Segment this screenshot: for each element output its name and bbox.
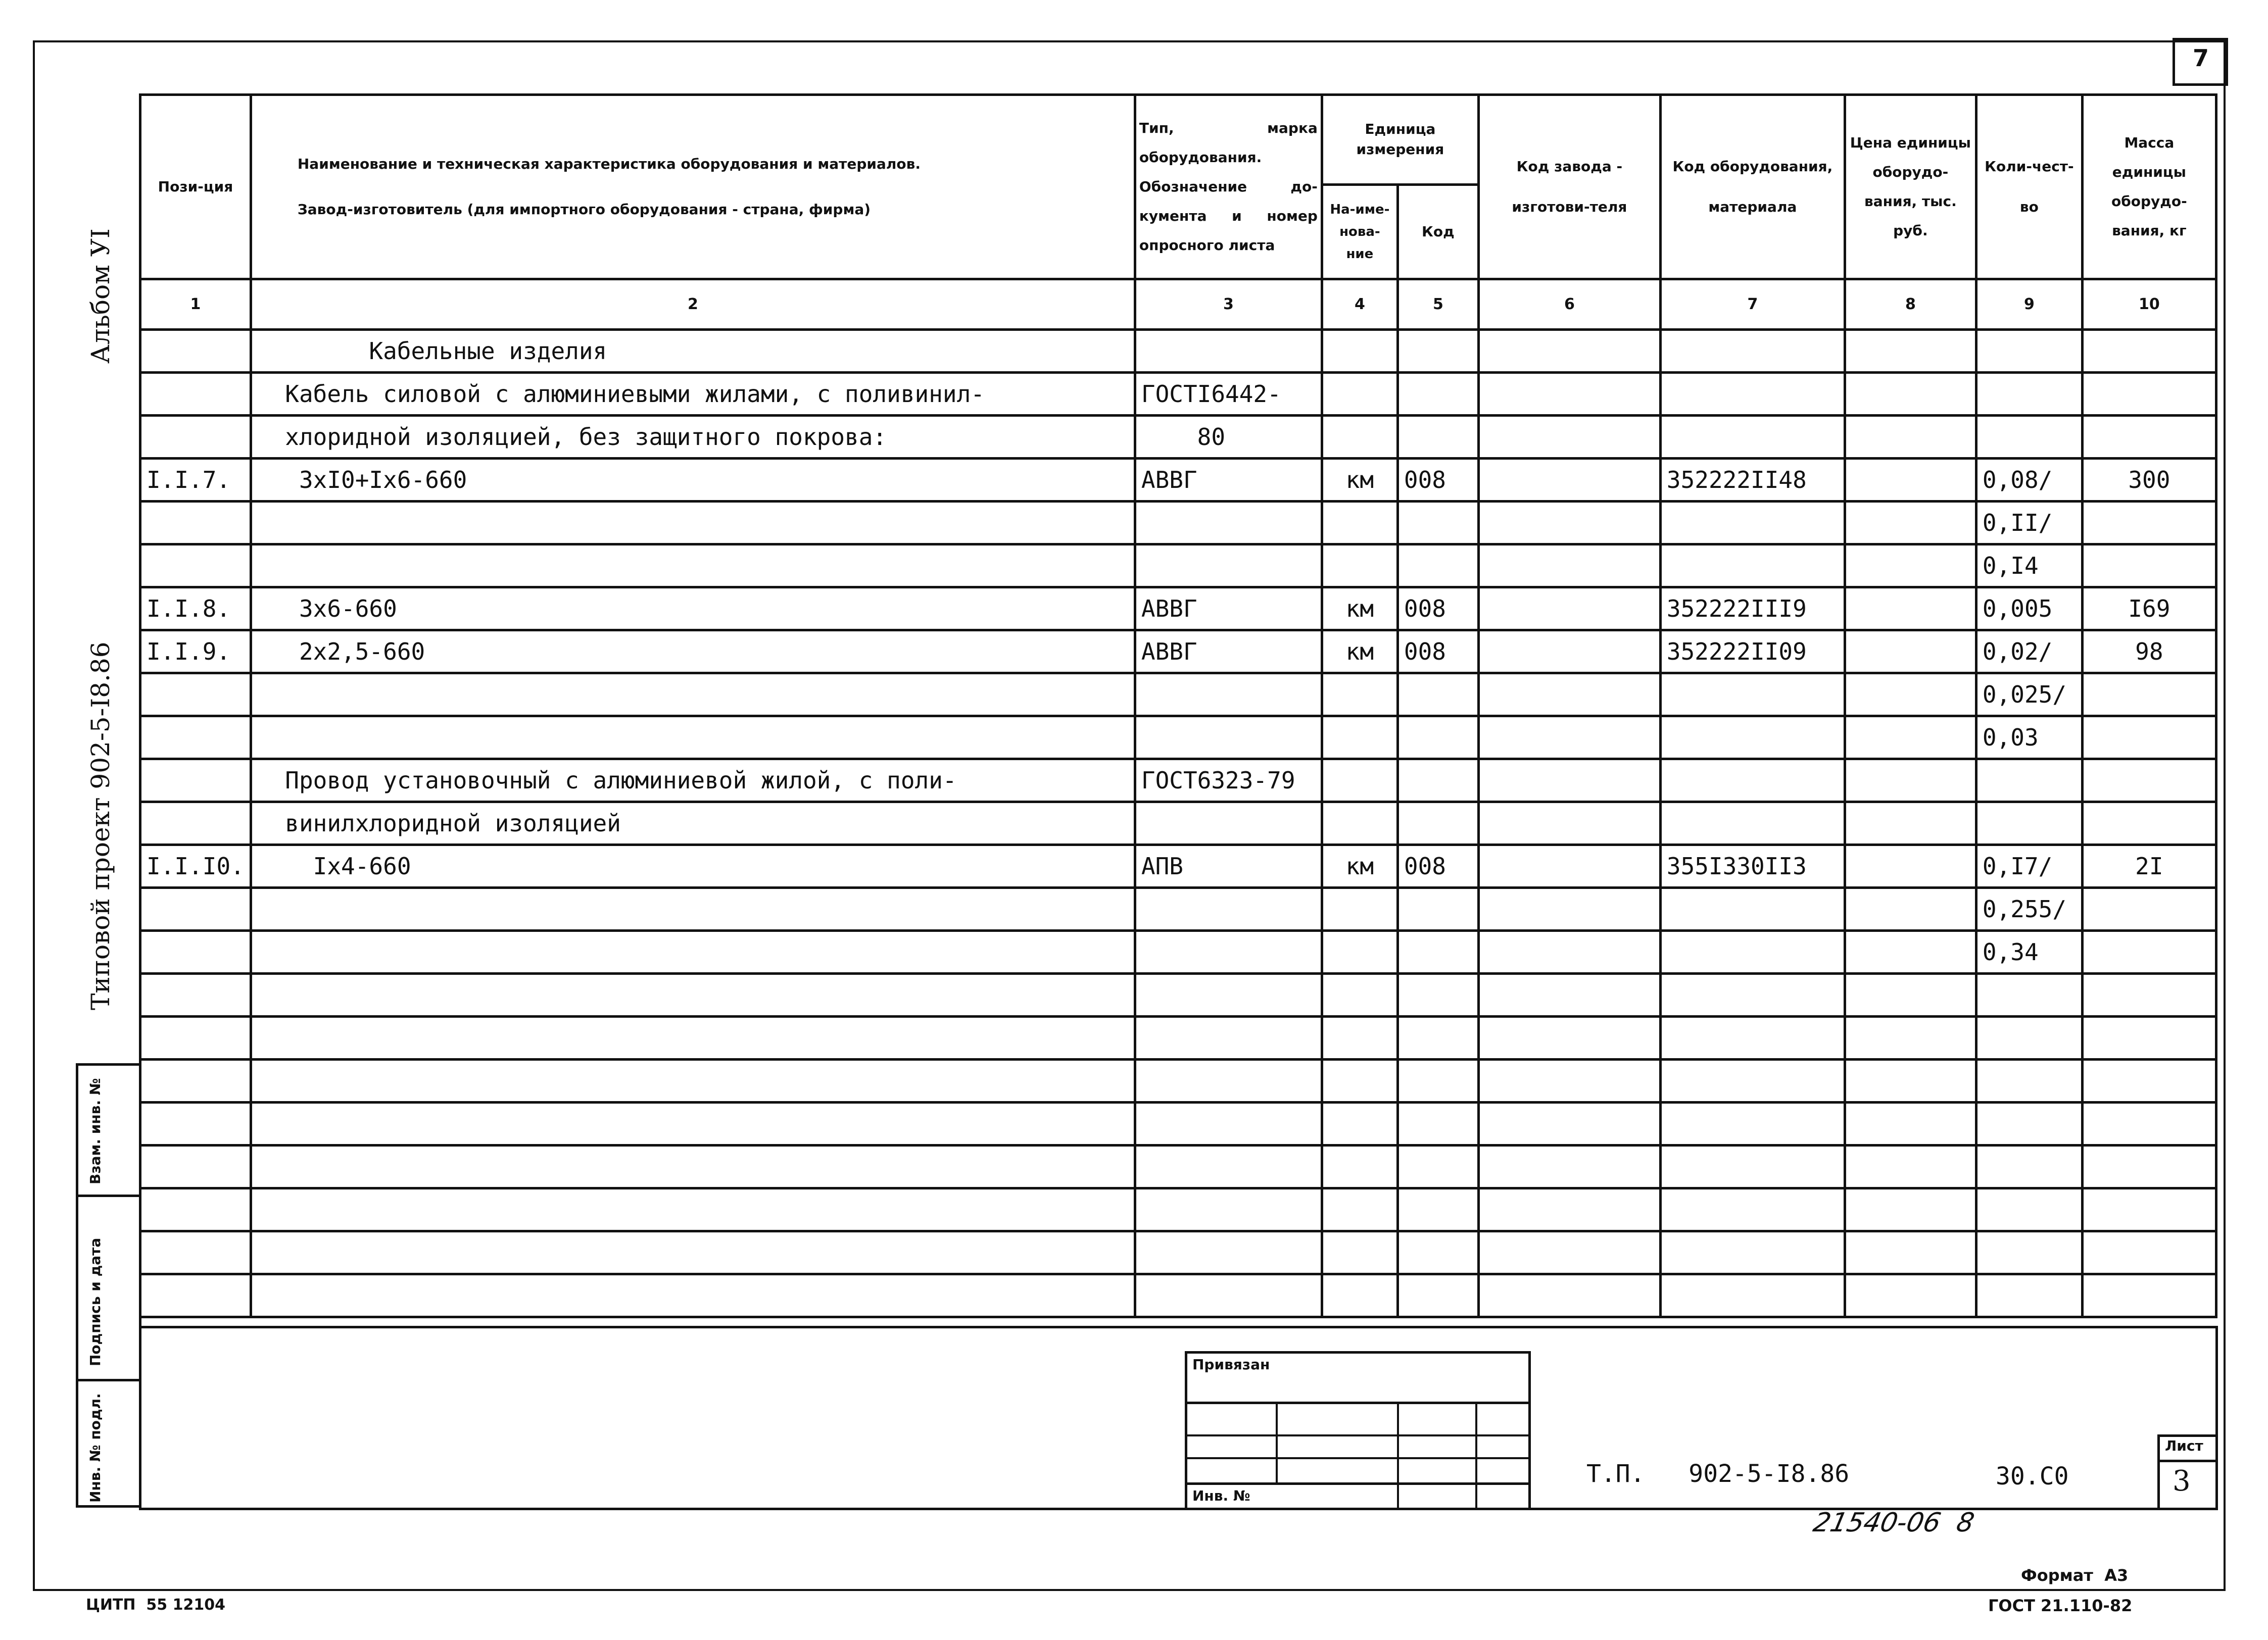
cell-price <box>1845 888 1976 931</box>
cell-position <box>140 1188 251 1231</box>
footer-format: Формат А3 <box>2021 1566 2129 1585</box>
cell-unit-code <box>1397 544 1478 587</box>
cell-quantity <box>1976 373 2082 416</box>
cell-quantity <box>1976 759 2082 802</box>
cell-plant-code <box>1478 845 1660 888</box>
cell-material-code <box>1660 1188 1845 1231</box>
cell-plant-code <box>1478 931 1660 974</box>
cell-position <box>140 1146 251 1188</box>
cell-quantity <box>1976 416 2082 459</box>
cell-plant-code <box>1478 716 1660 759</box>
cell-mass <box>2082 931 2216 974</box>
cell-unit-code <box>1397 502 1478 544</box>
cell-material-code <box>1660 1231 1845 1274</box>
cell-quantity: 0,II/ <box>1976 502 2082 544</box>
handwritten-number: 21540-06 8 <box>1810 1508 1977 1538</box>
cell-unit-code <box>1397 759 1478 802</box>
cell-price <box>1845 459 1976 502</box>
sheet-label: Лист <box>2165 1437 2203 1454</box>
cell-price <box>1845 416 1976 459</box>
album-label: Альбом УI <box>86 228 115 364</box>
cell-price <box>1845 845 1976 888</box>
table-row <box>140 1103 2216 1146</box>
cell-price <box>1845 1188 1976 1231</box>
table-row <box>140 1188 2216 1231</box>
cell-unit <box>1322 802 1397 845</box>
cell-name <box>251 544 1135 587</box>
cell-unit-code <box>1397 802 1478 845</box>
cell-position <box>140 974 251 1017</box>
cell-mass <box>2082 716 2216 759</box>
cell-mass <box>2082 974 2216 1017</box>
cell-mass <box>2082 759 2216 802</box>
cell-material-code: 352222II09 <box>1660 630 1845 673</box>
cell-mass: 2I <box>2082 845 2216 888</box>
cell-name <box>251 1146 1135 1188</box>
cell-type: АВВГ <box>1135 630 1322 673</box>
table-row <box>140 974 2216 1017</box>
cell-mass <box>2082 544 2216 587</box>
cell-unit <box>1322 1146 1397 1188</box>
cell-price <box>1845 544 1976 587</box>
cell-unit <box>1322 1103 1397 1146</box>
cell-unit-code <box>1397 1060 1478 1103</box>
cell-material-code <box>1660 544 1845 587</box>
cell-mass <box>2082 888 2216 931</box>
cell-type: 80 <box>1135 416 1322 459</box>
cell-price <box>1845 587 1976 630</box>
cell-plant-code <box>1478 1017 1660 1060</box>
cell-plant-code <box>1478 673 1660 716</box>
header-price: Цена единицы оборудо-вания, тыс. руб. <box>1845 95 1976 279</box>
cell-name <box>251 1274 1135 1317</box>
cell-plant-code <box>1478 587 1660 630</box>
cell-plant-code <box>1478 1188 1660 1231</box>
table-row <box>140 759 2216 802</box>
cell-position <box>140 888 251 931</box>
table-row <box>140 1231 2216 1274</box>
cell-unit <box>1322 974 1397 1017</box>
footer-gost: ГОСТ 21.110-82 <box>1988 1596 2133 1615</box>
cell-mass <box>2082 1274 2216 1317</box>
cell-type <box>1135 1231 1322 1274</box>
colnum-2: 2 <box>251 279 1135 330</box>
cell-plant-code <box>1478 630 1660 673</box>
cell-material-code <box>1660 416 1845 459</box>
cell-name: 3xI0+Ix6-660 <box>251 459 1135 502</box>
cell-name: Провод установочный с алюминиевой жилой, с поли- <box>251 759 1135 802</box>
cell-type <box>1135 802 1322 845</box>
cell-mass <box>2082 1017 2216 1060</box>
cell-unit <box>1322 330 1397 373</box>
cell-material-code <box>1660 888 1845 931</box>
cell-unit <box>1322 416 1397 459</box>
cell-name <box>251 974 1135 1017</box>
cell-plant-code <box>1478 974 1660 1017</box>
cell-position <box>140 330 251 373</box>
header-material-code: Код оборудования, материала <box>1660 95 1845 279</box>
cell-type <box>1135 1103 1322 1146</box>
cell-position: I.I.9. <box>140 630 251 673</box>
cell-name <box>251 1188 1135 1231</box>
cell-position <box>140 416 251 459</box>
cell-price <box>1845 974 1976 1017</box>
cell-price <box>1845 1231 1976 1274</box>
cell-price <box>1845 373 1976 416</box>
cell-unit <box>1322 716 1397 759</box>
table-row <box>140 888 2216 931</box>
cell-unit <box>1322 502 1397 544</box>
cell-type <box>1135 974 1322 1017</box>
cell-type <box>1135 1274 1322 1317</box>
table-row <box>140 1017 2216 1060</box>
cell-unit: км <box>1322 459 1397 502</box>
cell-plant-code <box>1478 1146 1660 1188</box>
header-row <box>140 95 2216 185</box>
cell-mass <box>2082 1188 2216 1231</box>
cell-plant-code <box>1478 373 1660 416</box>
cell-quantity <box>1976 1103 2082 1146</box>
cell-type <box>1135 544 1322 587</box>
header-unit-code: Код <box>1397 184 1478 279</box>
header-quantity: Коли-чест-во <box>1976 95 2082 279</box>
cell-material-code <box>1660 673 1845 716</box>
cell-quantity <box>1976 1146 2082 1188</box>
cell-type: АВВГ <box>1135 587 1322 630</box>
cell-name: хлоридной изоляцией, без защитного покрова: <box>251 416 1135 459</box>
cell-mass <box>2082 802 2216 845</box>
header-type: Тип, марка оборудования. Обозначение до-кумента и номер опросного листа <box>1135 95 1322 279</box>
cell-quantity <box>1976 1274 2082 1317</box>
cell-quantity: 0,02/ <box>1976 630 2082 673</box>
cell-mass <box>2082 673 2216 716</box>
cell-type <box>1135 1017 1322 1060</box>
cell-price <box>1845 1146 1976 1188</box>
cell-price <box>1845 1103 1976 1146</box>
specification-table <box>139 93 2217 1318</box>
colnum-7: 7 <box>1660 279 1845 330</box>
cell-position <box>140 1103 251 1146</box>
cell-mass <box>2082 330 2216 373</box>
cell-price <box>1845 716 1976 759</box>
colnum-1: 1 <box>140 279 251 330</box>
table-row <box>140 459 2216 502</box>
cell-unit-code <box>1397 1274 1478 1317</box>
cell-unit-code <box>1397 1017 1478 1060</box>
header-name-line1: Наименование и техническая характеристика оборудования и материалов. <box>297 156 921 172</box>
cell-material-code <box>1660 1103 1845 1146</box>
cell-mass <box>2082 1231 2216 1274</box>
cell-quantity: 0,34 <box>1976 931 2082 974</box>
cell-position <box>140 673 251 716</box>
cell-position <box>140 716 251 759</box>
cell-name: винилхлоридной изоляцией <box>251 802 1135 845</box>
cell-position <box>140 931 251 974</box>
cell-quantity <box>1976 1231 2082 1274</box>
cell-mass: I69 <box>2082 587 2216 630</box>
side-box-signature <box>76 1195 141 1381</box>
cell-unit-code <box>1397 1188 1478 1231</box>
cell-material-code: 352222II48 <box>1660 459 1845 502</box>
cell-plant-code <box>1478 459 1660 502</box>
cell-mass: 98 <box>2082 630 2216 673</box>
cell-type <box>1135 330 1322 373</box>
cell-unit <box>1322 931 1397 974</box>
cell-position: I.I.I0. <box>140 845 251 888</box>
cell-material-code: 352222III9 <box>1660 587 1845 630</box>
cell-type <box>1135 716 1322 759</box>
cell-name: Кабельные изделия <box>251 330 1135 373</box>
cell-quantity <box>1976 974 2082 1017</box>
table-row <box>140 1146 2216 1188</box>
cell-material-code <box>1660 1017 1845 1060</box>
header-name <box>251 95 1135 279</box>
cell-mass <box>2082 1103 2216 1146</box>
project-label: Типовой проект 902-5-I8.86 <box>86 641 115 1010</box>
linked-label: Привязан <box>1192 1356 1270 1373</box>
cell-plant-code <box>1478 544 1660 587</box>
table-row <box>140 1274 2216 1317</box>
cell-position: I.I.8. <box>140 587 251 630</box>
table-row <box>140 416 2216 459</box>
cell-type <box>1135 1188 1322 1231</box>
cell-unit <box>1322 1274 1397 1317</box>
cell-quantity <box>1976 1060 2082 1103</box>
side-label-signature: Подпись и дата <box>87 1237 104 1366</box>
table-row <box>140 1060 2216 1103</box>
cell-position <box>140 1274 251 1317</box>
cell-name <box>251 931 1135 974</box>
table-row <box>140 587 2216 630</box>
cell-type: АПВ <box>1135 845 1322 888</box>
cell-unit-code: 008 <box>1397 587 1478 630</box>
cell-plant-code <box>1478 1060 1660 1103</box>
cell-price <box>1845 1017 1976 1060</box>
cell-price <box>1845 630 1976 673</box>
cell-type: ГОСТI6442- <box>1135 373 1322 416</box>
side-label-replace-inv: Взам. инв. № <box>87 1078 104 1184</box>
cell-type: АВВГ <box>1135 459 1322 502</box>
cell-material-code <box>1660 716 1845 759</box>
cell-plant-code <box>1478 330 1660 373</box>
cell-type <box>1135 888 1322 931</box>
cell-unit <box>1322 759 1397 802</box>
cell-price <box>1845 1274 1976 1317</box>
header-position: Пози-ция <box>140 95 251 279</box>
colnum-6: 6 <box>1478 279 1660 330</box>
cell-unit <box>1322 544 1397 587</box>
cell-material-code <box>1660 1060 1845 1103</box>
cell-position <box>140 373 251 416</box>
cell-name <box>251 673 1135 716</box>
side-label-inv-orig: Инв. № подл. <box>87 1393 104 1503</box>
cell-position <box>140 1017 251 1060</box>
table-row <box>140 502 2216 544</box>
cell-unit <box>1322 373 1397 416</box>
table-row <box>140 802 2216 845</box>
colnum-4: 4 <box>1322 279 1397 330</box>
table-row <box>140 716 2216 759</box>
cell-quantity <box>1976 330 2082 373</box>
cell-name: 3x6-660 <box>251 587 1135 630</box>
column-numbers-row <box>140 279 2216 330</box>
cell-type <box>1135 502 1322 544</box>
header-name-line2: Завод-изготовитель (для импортного оборудования - страна, фирма) <box>297 201 871 218</box>
cell-plant-code <box>1478 759 1660 802</box>
cell-price <box>1845 759 1976 802</box>
cell-unit <box>1322 1060 1397 1103</box>
cell-price <box>1845 1060 1976 1103</box>
cell-quantity <box>1976 802 2082 845</box>
colnum-9: 9 <box>1976 279 2082 330</box>
cell-mass <box>2082 1146 2216 1188</box>
cell-mass: 300 <box>2082 459 2216 502</box>
cell-plant-code <box>1478 888 1660 931</box>
cell-name <box>251 888 1135 931</box>
cell-name <box>251 1103 1135 1146</box>
cell-type <box>1135 931 1322 974</box>
cell-unit <box>1322 673 1397 716</box>
cell-quantity <box>1976 1188 2082 1231</box>
cell-quantity: 0,025/ <box>1976 673 2082 716</box>
cell-material-code <box>1660 802 1845 845</box>
cell-price <box>1845 502 1976 544</box>
cell-quantity: 0,03 <box>1976 716 2082 759</box>
cell-position <box>140 502 251 544</box>
cell-mass <box>2082 373 2216 416</box>
cell-unit: км <box>1322 630 1397 673</box>
cell-type <box>1135 673 1322 716</box>
cell-unit-code <box>1397 330 1478 373</box>
cell-quantity: 0,I4 <box>1976 544 2082 587</box>
cell-position <box>140 544 251 587</box>
cell-name: 2x2,5-660 <box>251 630 1135 673</box>
cell-unit-code <box>1397 1231 1478 1274</box>
cell-quantity: 0,255/ <box>1976 888 2082 931</box>
cell-price <box>1845 330 1976 373</box>
cell-position <box>140 1231 251 1274</box>
cell-position <box>140 1060 251 1103</box>
cell-plant-code <box>1478 416 1660 459</box>
colnum-8: 8 <box>1845 279 1976 330</box>
cell-unit-code <box>1397 373 1478 416</box>
cell-unit-code <box>1397 416 1478 459</box>
cell-plant-code <box>1478 1231 1660 1274</box>
cell-type: ГОСТ6323-79 <box>1135 759 1322 802</box>
table-row <box>140 544 2216 587</box>
sheet-number: 7 <box>2193 44 2209 72</box>
document-designation: Т.П. 902-5-I8.86 <box>1586 1460 1850 1488</box>
cell-unit-code: 008 <box>1397 630 1478 673</box>
table-row <box>140 931 2216 974</box>
cell-quantity: 0,I7/ <box>1976 845 2082 888</box>
cell-material-code <box>1660 759 1845 802</box>
table-row <box>140 673 2216 716</box>
cell-unit-code <box>1397 888 1478 931</box>
cell-unit-code <box>1397 673 1478 716</box>
cell-material-code <box>1660 1146 1845 1188</box>
cell-mass <box>2082 502 2216 544</box>
cell-name <box>251 716 1135 759</box>
cell-material-code <box>1660 330 1845 373</box>
cell-quantity: 0,08/ <box>1976 459 2082 502</box>
bottom-area <box>139 1326 2218 1510</box>
header-mass: Масса единицы оборудо-вания, кг <box>2082 95 2216 279</box>
cell-plant-code <box>1478 1103 1660 1146</box>
cell-position: I.I.7. <box>140 459 251 502</box>
colnum-5: 5 <box>1397 279 1478 330</box>
cell-mass <box>2082 1060 2216 1103</box>
cell-name <box>251 502 1135 544</box>
cell-quantity: 0,005 <box>1976 587 2082 630</box>
cell-unit <box>1322 888 1397 931</box>
cell-name: Кабель силовой с алюминиевыми жилами, с поливинил- <box>251 373 1135 416</box>
cell-unit-code: 008 <box>1397 459 1478 502</box>
cell-name <box>251 1231 1135 1274</box>
cell-unit-code <box>1397 974 1478 1017</box>
side-box-inv-orig <box>76 1379 141 1508</box>
header-unit-name: На-име-нова-ние <box>1322 184 1397 279</box>
cell-unit-code <box>1397 716 1478 759</box>
cell-plant-code <box>1478 502 1660 544</box>
cell-unit <box>1322 1231 1397 1274</box>
cell-unit-code <box>1397 1146 1478 1188</box>
table-row <box>140 845 2216 888</box>
cell-position <box>140 759 251 802</box>
side-box-replace-inv <box>76 1063 141 1197</box>
cell-price <box>1845 673 1976 716</box>
header-plant-code: Код завода - изготови-теля <box>1478 95 1660 279</box>
cell-unit <box>1322 1188 1397 1231</box>
inv-label: Инв. № <box>1192 1487 1250 1504</box>
table-row <box>140 630 2216 673</box>
colnum-3: 3 <box>1135 279 1322 330</box>
cell-mass <box>2082 416 2216 459</box>
cell-plant-code <box>1478 1274 1660 1317</box>
cell-unit <box>1322 1017 1397 1060</box>
cell-material-code <box>1660 974 1845 1017</box>
cell-plant-code <box>1478 802 1660 845</box>
cell-material-code <box>1660 1274 1845 1317</box>
cell-unit-code: 008 <box>1397 845 1478 888</box>
cell-price <box>1845 802 1976 845</box>
cell-unit: км <box>1322 587 1397 630</box>
cell-material-code <box>1660 373 1845 416</box>
cell-type <box>1135 1060 1322 1103</box>
cell-position <box>140 802 251 845</box>
table-row <box>140 330 2216 373</box>
document-code: 30.С0 <box>1996 1462 2069 1490</box>
cell-price <box>1845 931 1976 974</box>
cell-type <box>1135 1146 1322 1188</box>
cell-name <box>251 1060 1135 1103</box>
cell-unit: км <box>1322 845 1397 888</box>
footer-left: ЦИТП 55 12104 <box>86 1596 225 1614</box>
colnum-10: 10 <box>2082 279 2216 330</box>
cell-unit-code <box>1397 1103 1478 1146</box>
sheet-value: 3 <box>2173 1465 2191 1498</box>
cell-material-code <box>1660 502 1845 544</box>
cell-name: Ix4-660 <box>251 845 1135 888</box>
cell-quantity <box>1976 1017 2082 1060</box>
cell-material-code <box>1660 931 1845 974</box>
table-row <box>140 373 2216 416</box>
header-unit: Единица измерения <box>1322 95 1478 185</box>
cell-unit-code <box>1397 931 1478 974</box>
cell-name <box>251 1017 1135 1060</box>
cell-material-code: 355I330II3 <box>1660 845 1845 888</box>
